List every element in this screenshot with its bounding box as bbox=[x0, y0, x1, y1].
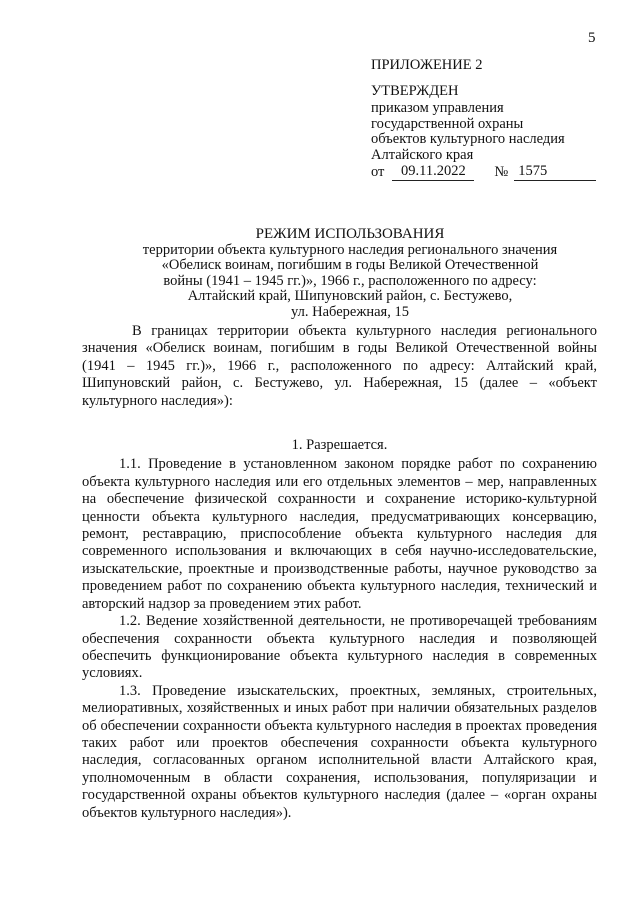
approval-line: Алтайского края bbox=[371, 146, 474, 163]
approval-line: объектов культурного наследия bbox=[371, 131, 565, 147]
title-line: Алтайский край, Шипуновский район, с. Бестужево, bbox=[187, 288, 513, 304]
clause-1-3: 1.3. Проведение изыскательских, проектных, земляных, строительных, мелиоративных, хозяйственных и иных работ при наличии обязательных разделов об обеспечении сохранности объекта культурного наследия в проектах проведения таких работ или проектов обеспечения сохранности объекта культурного наследия, согласованных органом исполнительной власти Алтайского края, уполномоченным в области сохранения, использования, популяризации и государственной охраны объектов культурного наследия (далее – «орган охраны объектов культурного наследия»). bbox=[82, 682, 597, 821]
date-prefix: от bbox=[371, 164, 385, 180]
intro-paragraph: В границах территории объекта культурного наследия регионального значения «Обелиск воинам, погибшим в годы Великой Отечественной войны (1941 – 1945 гг.)», 1966 г., расположенного по адресу: Алтайский край, Шипуновский район, с. Бестужево, ул. Набережная, 15 (далее – «объект культурного наследия»): bbox=[82, 323, 597, 409]
title-line: территории объекта культурного наследия регионального значения bbox=[142, 241, 558, 258]
approval-line: государственной охраны bbox=[371, 115, 524, 132]
clause-1-1: 1.1. Проведение в установленном законом порядке работ по сохранению объекта культурного наследия или его отдельных элементов – мер, направленных на обеспечение физической сохранности и сохранение историко-культурной ценности объекта культурного наследия, предусматривающих консервацию, ремонт, реставрацию, приспособление объекта культурного наследия для современного использования и включающих в себя научно-исследовательские, изыскательские, проектные и производственные работы, научное руководство за проведением работ по сохранению объекта культурного наследия, технический и авторский надзор за проведением этих работ. bbox=[82, 456, 597, 612]
page-number: 5 bbox=[588, 30, 596, 46]
title-main: РЕЖИМ ИСПОЛЬЗОВАНИЯ bbox=[255, 226, 445, 242]
section-heading: 1. Разрешается. bbox=[291, 437, 388, 454]
annex-label: ПРИЛОЖЕНИЕ 2 bbox=[371, 57, 483, 73]
title-line: ул. Набережная, 15 bbox=[291, 303, 409, 320]
document-body bbox=[82, 323, 597, 822]
approved-label: УТВЕРЖДЕН bbox=[371, 82, 459, 99]
order-number: 1575 bbox=[514, 164, 596, 181]
document-title bbox=[90, 227, 610, 320]
approval-header bbox=[371, 58, 611, 181]
title-line: «Обелиск воинам, погибшим в годы Великой Отечественной bbox=[161, 257, 539, 273]
clause-1-2: 1.2. Ведение хозяйственной деятельности, не противоречащей требованиям обеспечения сохранности объекта культурного наследия и позволяющей обеспечить функционирование объекта культурного наследия в современных условиях. bbox=[82, 613, 597, 682]
title-line: войны (1941 – 1945 гг.)», 1966 г., расположенного по адресу: bbox=[163, 272, 537, 289]
number-sign: № bbox=[494, 164, 509, 180]
order-date-number bbox=[371, 164, 611, 181]
order-date: 09.11.2022 bbox=[392, 164, 474, 181]
approval-line: приказом управления bbox=[371, 100, 504, 116]
